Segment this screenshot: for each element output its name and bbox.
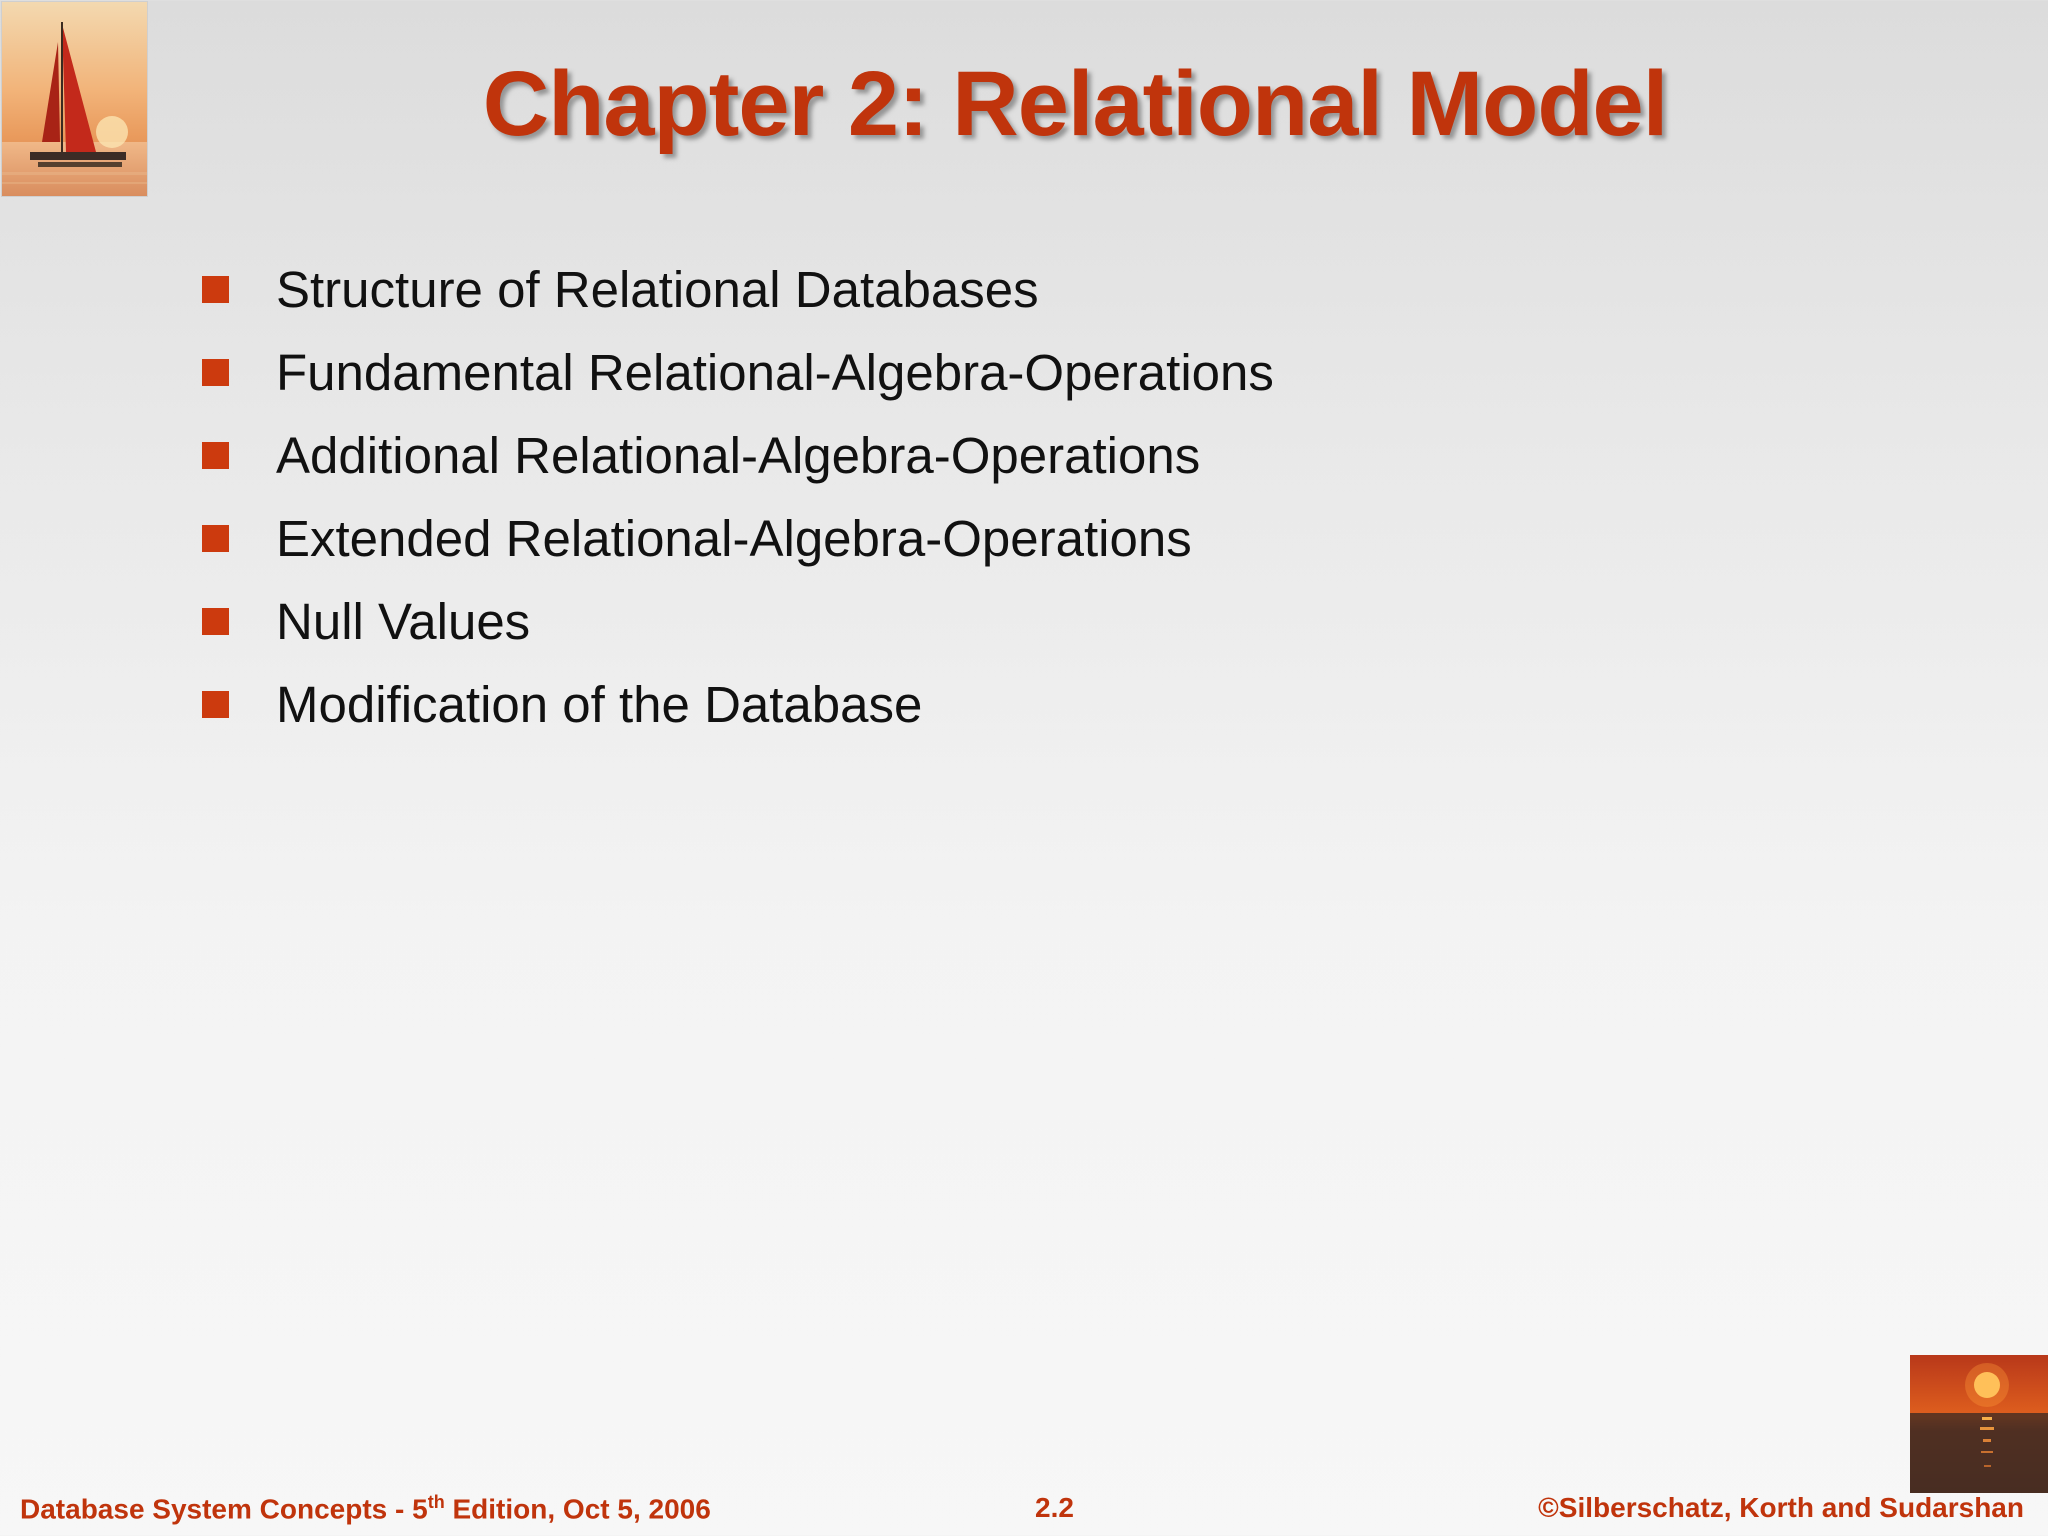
list-item bbox=[200, 414, 1274, 497]
square-bullet-icon bbox=[202, 525, 229, 552]
square-bullet-icon bbox=[202, 359, 229, 386]
copyright: ©Silberschatz, Korth and Sudarshan bbox=[1538, 1492, 2024, 1523]
square-bullet-icon bbox=[202, 276, 229, 303]
bullet-text: Null Values bbox=[276, 593, 531, 650]
bullet-text: Structure of Relational Databases bbox=[276, 261, 1039, 318]
footer-book-title bbox=[20, 1492, 711, 1525]
list-item bbox=[200, 248, 1274, 331]
list-item bbox=[200, 331, 1274, 414]
list-item bbox=[200, 497, 1274, 580]
square-bullet-icon bbox=[202, 691, 229, 718]
slide-title: Chapter 2: Relational Model bbox=[482, 53, 1668, 155]
bullet-text: Modification of the Database bbox=[276, 676, 923, 733]
bullet-text: Extended Relational-Algebra-Operations bbox=[276, 510, 1192, 567]
bullet-text: Additional Relational-Algebra-Operations bbox=[276, 427, 1201, 484]
footer-book-title-part: Edition, Oct 5, 2006 bbox=[444, 1493, 711, 1525]
list-item bbox=[200, 663, 1274, 746]
bullet-text: Fundamental Relational-Algebra-Operations bbox=[276, 344, 1274, 401]
square-bullet-icon bbox=[202, 442, 229, 469]
list-item bbox=[200, 580, 1274, 663]
footer-book-title-part: Database System Concepts - 5 bbox=[20, 1493, 428, 1525]
bullet-list bbox=[200, 248, 1274, 746]
square-bullet-icon bbox=[202, 608, 229, 635]
sunset-logo-icon bbox=[1910, 1355, 2048, 1493]
footer-superscript: th bbox=[427, 1492, 445, 1512]
page-number: 2.2 bbox=[1035, 1492, 1074, 1523]
